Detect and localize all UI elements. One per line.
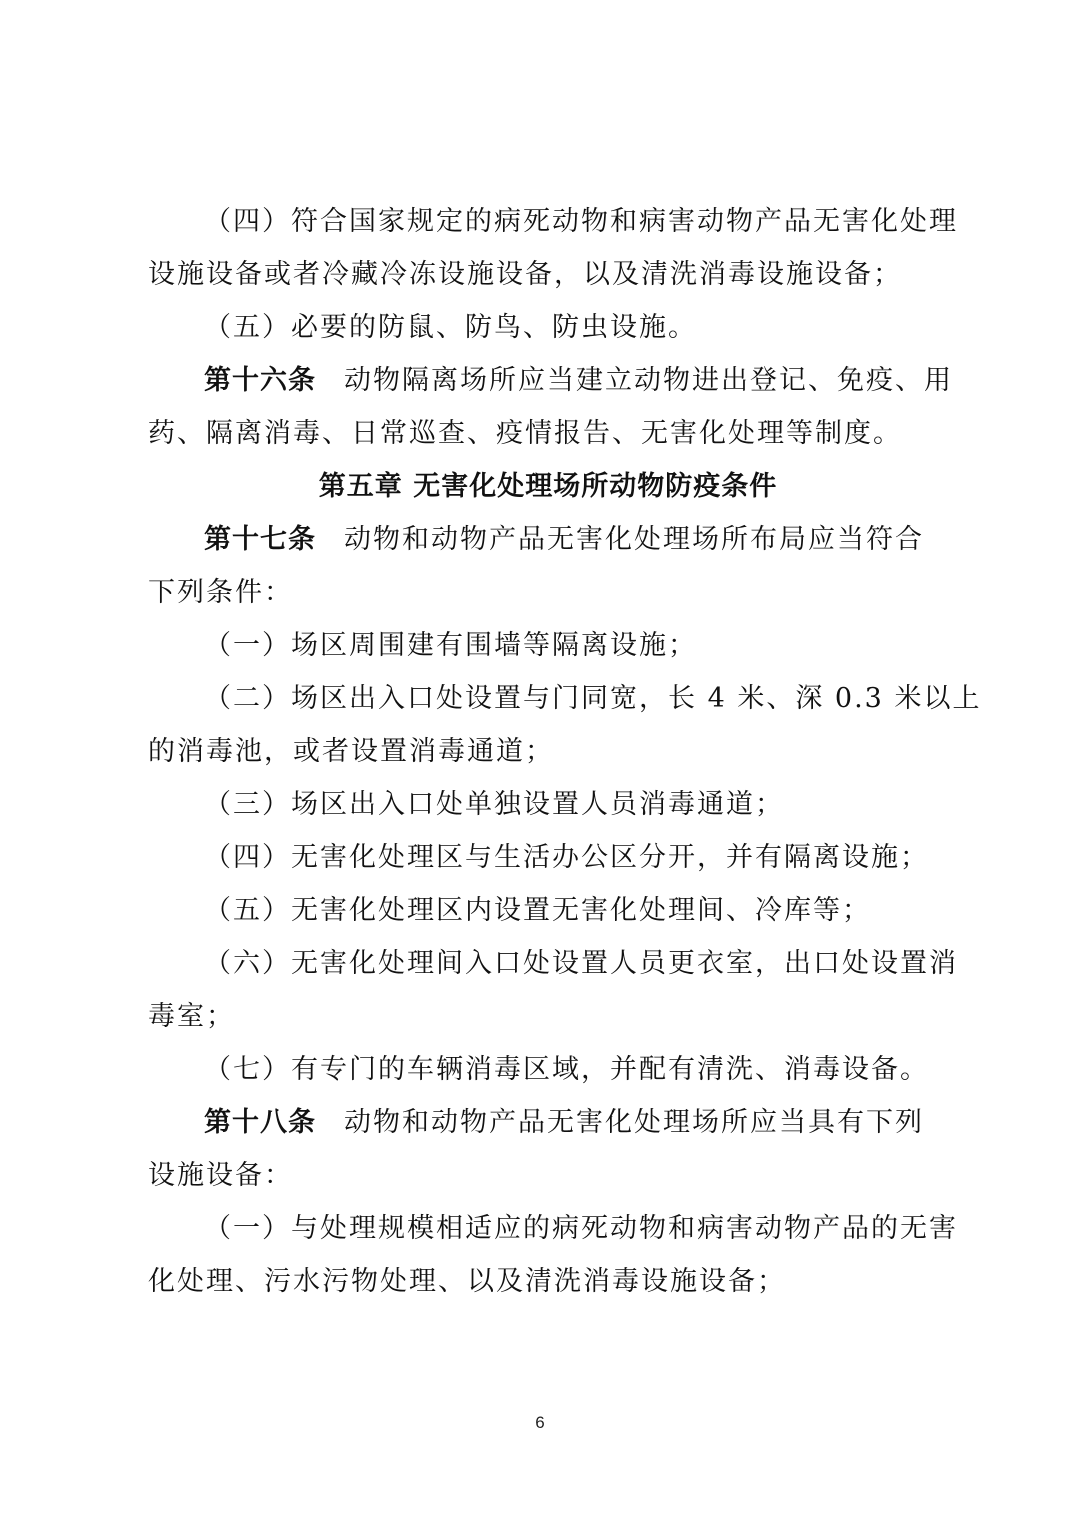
clause-5-line: （五）必要的防鼠、防鸟、防虫设施。: [204, 312, 697, 343]
clause-4-line-2: 设施设备或者冷藏冷冻设施设备，以及清洗消毒设施设备；: [148, 259, 902, 290]
art17-clause-3: （三）场区出入口处单独设置人员消毒通道；: [204, 789, 784, 820]
article-18-line-1: [148, 1096, 948, 1149]
article-17-line-2: 下列条件：: [148, 577, 293, 608]
article-16-text: 动物隔离场所应当建立动物进出登记、免疫、用: [344, 365, 953, 396]
clause-4-line-1: （四）符合国家规定的病死动物和病害动物产品无害化处理: [204, 206, 958, 237]
art17-clause-6-line-2: 毒室；: [148, 1001, 235, 1032]
art17-clause-6-line-1: （六）无害化处理间入口处设置人员更衣室，出口处设置消: [204, 948, 958, 979]
article-17-heading: 第十七条: [204, 524, 316, 555]
art17-clause-2-line-2: 的消毒池，或者设置消毒通道；: [148, 736, 554, 767]
chapter-5-title: 第五章 无害化处理场所动物防疫条件: [318, 471, 778, 502]
art17-clause-4: （四）无害化处理区与生活办公区分开，并有隔离设施；: [204, 842, 929, 873]
article-16-line-2: 药、隔离消毒、日常巡查、疫情报告、无害化处理等制度。: [148, 418, 902, 449]
article-18-text: 动物和动物产品无害化处理场所应当具有下列: [344, 1107, 924, 1138]
article-16-line-1: [148, 354, 953, 407]
art17-clause-7: （七）有专门的车辆消毒区域，并配有清洗、消毒设备。: [204, 1054, 929, 1085]
art17-clause-1: （一）场区周围建有围墙等隔离设施；: [204, 630, 697, 661]
art17-clause-5: （五）无害化处理区内设置无害化处理间、冷库等；: [204, 895, 871, 926]
article-18-heading: 第十八条: [204, 1107, 316, 1138]
art18-clause-1-line-1: （一）与处理规模相适应的病死动物和病害动物产品的无害: [204, 1213, 958, 1244]
document-body: [148, 195, 982, 1308]
article-16-heading: 第十六条: [204, 365, 316, 396]
article-17-text: 动物和动物产品无害化处理场所布局应当符合: [344, 524, 924, 555]
art18-clause-1-line-2: 化处理、污水污物处理、以及清洗消毒设施设备；: [148, 1266, 786, 1297]
page-number: 6: [535, 1413, 545, 1432]
article-17-line-1: [148, 513, 948, 566]
article-18-line-2: 设施设备：: [148, 1160, 293, 1191]
art17-clause-2-line-1: （二）场区出入口处设置与门同宽，长 4 米、深 0.3 米以上: [204, 683, 982, 714]
